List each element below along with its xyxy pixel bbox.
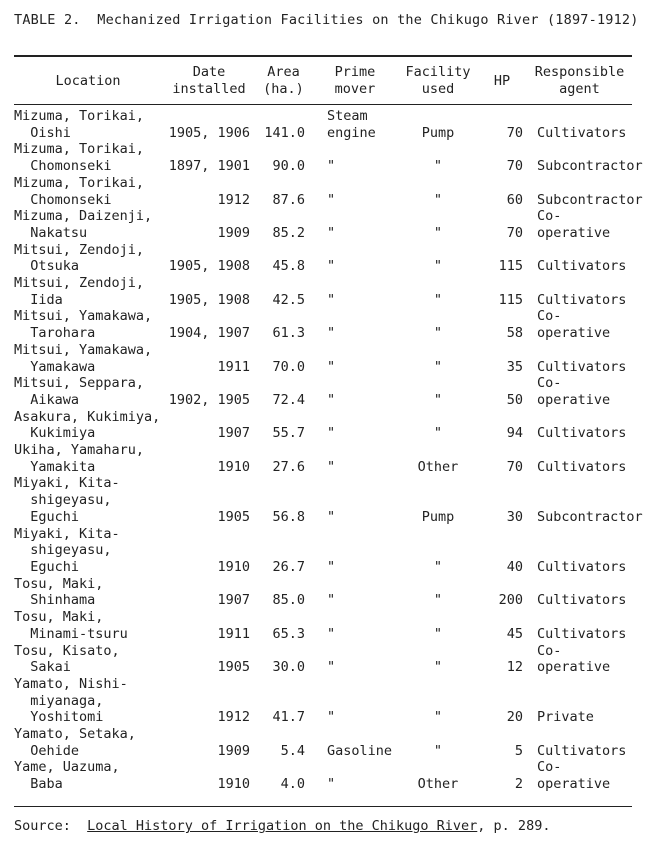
cell-prime-mover xyxy=(311,141,399,174)
cell-agent: Subcontractor xyxy=(537,508,643,525)
cell-facility: " xyxy=(433,191,443,208)
cell-hp: 58 xyxy=(506,325,523,342)
cell-hp: 40 xyxy=(506,558,523,575)
cell-hp: 12 xyxy=(506,659,523,676)
table-row xyxy=(14,242,632,275)
cell-date: 1907 xyxy=(217,425,250,442)
location-line: Aikawa xyxy=(14,391,80,408)
cell-date: 1909 xyxy=(217,742,250,759)
cell-area: 61.3 xyxy=(272,325,305,342)
cell-date: 1907 xyxy=(217,592,250,609)
cell-location xyxy=(14,375,162,408)
cell-facility: " xyxy=(433,425,443,442)
cell-date: 1905 xyxy=(217,659,250,676)
cell-area: 4.0 xyxy=(280,776,305,793)
cell-prime-mover xyxy=(311,102,399,141)
location-line: Otsuka xyxy=(14,258,80,275)
cell-agent: Cultivators xyxy=(537,558,627,575)
cell-prime-mover xyxy=(311,275,399,308)
cell-facility: " xyxy=(433,291,443,308)
location-line: Mitsui, Yamakawa, xyxy=(14,341,153,358)
cell-location xyxy=(14,609,162,642)
cell-location xyxy=(14,409,162,442)
table-row xyxy=(14,409,632,442)
cell-date: 1910 xyxy=(217,458,250,475)
location-line: Chomonseki xyxy=(14,191,112,208)
table-row xyxy=(14,576,632,609)
cell-area: 70.0 xyxy=(272,358,305,375)
cell-prime-mover xyxy=(311,576,399,609)
cell-prime-mover xyxy=(311,308,399,341)
location-line: Shinhama xyxy=(14,592,96,609)
table-row xyxy=(14,526,632,576)
table-row xyxy=(14,442,632,475)
cell-location xyxy=(14,208,162,241)
cell-agent: Cultivators xyxy=(537,358,627,375)
cell-location xyxy=(14,141,162,174)
location-line: Yamato, Setaka, xyxy=(14,726,136,743)
cell-facility: " xyxy=(433,625,443,642)
cell-prime-mover xyxy=(311,208,399,241)
cell-location xyxy=(14,676,162,726)
location-line: Mizuma, Torikai, xyxy=(14,141,145,158)
table-row xyxy=(14,208,632,241)
cell-area: 5.4 xyxy=(280,742,305,759)
prime-mover-line: " xyxy=(327,659,336,676)
table-row xyxy=(14,475,632,525)
top-rule xyxy=(14,55,632,57)
cell-agent: Co-operative xyxy=(537,375,611,408)
cell-area: 90.0 xyxy=(272,158,305,175)
location-line: Tarohara xyxy=(14,325,96,342)
cell-prime-mover xyxy=(311,676,399,726)
cell-hp: 94 xyxy=(506,425,523,442)
cell-agent: Private xyxy=(537,709,594,726)
cell-agent: Cultivators xyxy=(537,592,627,609)
cell-agent: Co-operative xyxy=(537,208,611,241)
prime-mover-line: Gasoline xyxy=(327,742,393,759)
cell-date: 1912 xyxy=(217,709,250,726)
cell-hp: 2 xyxy=(514,776,523,793)
cell-agent: Subcontractor xyxy=(537,191,643,208)
table-row xyxy=(14,609,632,642)
cell-area: 72.4 xyxy=(272,391,305,408)
cell-prime-mover xyxy=(311,609,399,642)
cell-agent: Co-operative xyxy=(537,759,611,793)
prime-mover-line: " xyxy=(327,224,336,241)
table-row xyxy=(14,175,632,208)
cell-agent: Cultivators xyxy=(537,742,627,759)
cell-prime-mover xyxy=(311,442,399,475)
cell-area: 56.8 xyxy=(272,508,305,525)
table-row xyxy=(14,759,632,792)
cell-facility: " xyxy=(433,358,443,375)
prime-mover-line: " xyxy=(327,425,336,442)
cell-date: 1905, 1908 xyxy=(168,258,250,275)
location-line: Mitsui, Zendoji, xyxy=(14,241,145,258)
cell-facility: " xyxy=(433,258,443,275)
cell-prime-mover xyxy=(311,759,399,792)
header-agent: Responsible agent xyxy=(534,64,625,97)
cell-location xyxy=(14,242,162,275)
prime-mover-line: " xyxy=(327,291,336,308)
location-line: Mitsui, Yamakawa, xyxy=(14,308,153,325)
cell-area: 141.0 xyxy=(264,124,305,141)
table-row xyxy=(14,676,632,726)
cell-facility: " xyxy=(433,325,443,342)
cell-hp: 70 xyxy=(506,458,523,475)
cell-prime-mover xyxy=(311,175,399,208)
cell-hp: 70 xyxy=(506,224,523,241)
cell-prime-mover xyxy=(311,526,399,576)
cell-hp: 35 xyxy=(506,358,523,375)
location-line: Yamato, Nishi- xyxy=(14,675,128,692)
cell-date: 1904, 1907 xyxy=(168,325,250,342)
location-line: Ukiha, Yamaharu, xyxy=(14,442,145,459)
cell-location xyxy=(14,643,162,676)
source-page: , p. 289. xyxy=(477,818,551,834)
prime-mover-line: " xyxy=(327,592,336,609)
location-line: Chomonseki xyxy=(14,158,112,175)
cell-hp: 70 xyxy=(506,124,523,141)
cell-prime-mover xyxy=(311,726,399,759)
table-body xyxy=(14,102,643,793)
location-line: Baba xyxy=(14,776,63,793)
table-row xyxy=(14,275,632,308)
cell-facility: " xyxy=(433,224,443,241)
cell-hp: 20 xyxy=(506,709,523,726)
prime-mover-line: " xyxy=(327,158,336,175)
header-area: Area (ha.) xyxy=(263,64,304,97)
cell-facility: Other xyxy=(417,458,459,475)
cell-area: 27.6 xyxy=(272,458,305,475)
cell-date: 1905, 1906 xyxy=(168,124,250,141)
cell-location xyxy=(14,102,162,141)
cell-agent: Co-operative xyxy=(537,308,611,342)
prime-mover-line: " xyxy=(327,709,336,726)
prime-mover-line: " xyxy=(327,458,336,475)
location-line: Tosu, Maki, xyxy=(14,609,104,626)
table-row xyxy=(14,643,632,676)
cell-location xyxy=(14,726,162,759)
cell-area: 41.7 xyxy=(272,709,305,726)
cell-agent: Cultivators xyxy=(537,625,627,642)
cell-agent: Cultivators xyxy=(537,425,627,442)
cell-facility: " xyxy=(433,709,443,726)
cell-location xyxy=(14,576,162,609)
header-location: Location xyxy=(55,72,121,89)
location-line: Miyaki, Kita- xyxy=(14,525,120,542)
cell-hp: 5 xyxy=(514,742,523,759)
cell-facility: " xyxy=(433,659,443,676)
cell-location xyxy=(14,759,162,792)
cell-prime-mover xyxy=(311,643,399,676)
cell-area: 26.7 xyxy=(272,558,305,575)
cell-prime-mover xyxy=(311,242,399,275)
cell-date: 1910 xyxy=(217,776,250,793)
header-hp: HP xyxy=(493,72,511,89)
cell-area: 45.8 xyxy=(272,258,305,275)
location-line: shigeyasu, xyxy=(14,492,112,509)
cell-area: 85.0 xyxy=(272,592,305,609)
cell-date: 1911 xyxy=(217,625,250,642)
location-line: Mizuma, Torikai, xyxy=(14,108,145,124)
cell-agent: Co-operative xyxy=(537,642,611,676)
bottom-rule xyxy=(14,806,632,807)
cell-prime-mover xyxy=(311,475,399,525)
prime-mover-line: " xyxy=(327,325,336,342)
cell-area: 87.6 xyxy=(272,191,305,208)
cell-date: 1909 xyxy=(217,224,250,241)
cell-hp: 50 xyxy=(506,391,523,408)
cell-facility: " xyxy=(433,158,443,175)
cell-location xyxy=(14,526,162,576)
cell-hp: 115 xyxy=(498,291,523,308)
location-line: Mizuma, Daizenji, xyxy=(14,208,153,225)
location-line: Asakura, Kukimiya, xyxy=(14,408,161,425)
prime-mover-line: " xyxy=(327,358,336,375)
cell-prime-mover xyxy=(311,342,399,375)
cell-agent: Cultivators xyxy=(537,291,627,308)
location-line: Oishi xyxy=(14,124,71,141)
prime-mover-line: " xyxy=(327,625,336,642)
cell-hp: 115 xyxy=(498,258,523,275)
location-line: Oehide xyxy=(14,742,80,759)
prime-mover-line: engine xyxy=(327,124,376,141)
location-line: Yamakita xyxy=(14,458,96,475)
cell-facility: " xyxy=(433,592,443,609)
cell-hp: 70 xyxy=(506,158,523,175)
location-line: Mitsui, Zendoji, xyxy=(14,275,145,292)
table-row xyxy=(14,726,632,759)
cell-date: 1902, 1905 xyxy=(168,391,250,408)
cell-agent: Cultivators xyxy=(537,458,627,475)
table-row xyxy=(14,342,632,375)
cell-facility: " xyxy=(433,742,443,759)
location-line: Miyaki, Kita- xyxy=(14,475,120,492)
location-line: Mizuma, Torikai, xyxy=(14,174,145,191)
location-line: Sakai xyxy=(14,659,71,676)
cell-location xyxy=(14,342,162,375)
location-line: Eguchi xyxy=(14,508,80,525)
cell-area: 55.7 xyxy=(272,425,305,442)
cell-date: 1912 xyxy=(217,191,250,208)
cell-date: 1897, 1901 xyxy=(168,158,250,175)
source-note xyxy=(14,818,550,834)
prime-mover-line: " xyxy=(327,391,336,408)
cell-location xyxy=(14,475,162,525)
cell-date: 1905, 1908 xyxy=(168,291,250,308)
prime-mover-line: Steam xyxy=(327,108,368,124)
location-line: Minami-tsuru xyxy=(14,625,128,642)
header-row xyxy=(14,60,632,102)
location-line: Iida xyxy=(14,291,63,308)
table-row xyxy=(14,141,632,174)
table-row xyxy=(14,102,632,141)
cell-hp: 30 xyxy=(506,508,523,525)
cell-date: 1911 xyxy=(217,358,250,375)
source-label: Source: xyxy=(14,818,88,834)
cell-area: 85.2 xyxy=(272,224,305,241)
header-prime-mover: Prime mover xyxy=(334,64,376,97)
cell-facility: Pump xyxy=(421,124,455,141)
cell-facility: " xyxy=(433,558,443,575)
cell-date: 1905 xyxy=(217,508,250,525)
cell-agent: Subcontractor xyxy=(537,158,643,175)
location-line: Yamakawa xyxy=(14,358,96,375)
cell-hp: 200 xyxy=(498,592,523,609)
location-line: Mitsui, Seppara, xyxy=(14,375,145,392)
cell-location xyxy=(14,442,162,475)
cell-hp: 45 xyxy=(506,625,523,642)
cell-prime-mover xyxy=(311,409,399,442)
cell-area: 42.5 xyxy=(272,291,305,308)
prime-mover-line: " xyxy=(327,191,336,208)
cell-hp: 60 xyxy=(506,191,523,208)
table-row xyxy=(14,375,632,408)
location-line: Eguchi xyxy=(14,558,80,575)
location-line: Kukimiya xyxy=(14,425,96,442)
location-line: Tosu, Kisato, xyxy=(14,642,120,659)
cell-facility: Other xyxy=(417,776,459,793)
cell-location xyxy=(14,308,162,341)
prime-mover-line: " xyxy=(327,258,336,275)
cell-agent: Cultivators xyxy=(537,258,627,275)
location-line: Tosu, Maki, xyxy=(14,575,104,592)
cell-agent: Cultivators xyxy=(537,124,627,141)
location-line: Nakatsu xyxy=(14,224,88,241)
cell-prime-mover xyxy=(311,375,399,408)
location-line: Yame, Uazuma, xyxy=(14,759,120,776)
prime-mover-line: " xyxy=(327,776,336,793)
location-line: shigeyasu, xyxy=(14,542,112,559)
source-reference: Local History of Irrigation on the Chikugo River xyxy=(87,818,478,834)
cell-location xyxy=(14,175,162,208)
table-title: TABLE 2. Mechanized Irrigation Facilities on the Chikugo River (1897-1912) xyxy=(14,12,639,28)
table-row xyxy=(14,308,632,341)
cell-area: 65.3 xyxy=(272,625,305,642)
location-line: Yoshitomi xyxy=(14,709,104,726)
header-date: Date installed xyxy=(172,64,246,97)
cell-area: 30.0 xyxy=(272,659,305,676)
header-facility: Facility used xyxy=(405,64,471,97)
cell-facility: " xyxy=(433,391,443,408)
location-line: miyanaga, xyxy=(14,692,104,709)
prime-mover-line: " xyxy=(327,558,336,575)
cell-location xyxy=(14,275,162,308)
cell-date: 1910 xyxy=(217,558,250,575)
cell-facility: Pump xyxy=(421,508,455,525)
prime-mover-line: " xyxy=(327,508,336,525)
irrigation-table xyxy=(14,60,643,793)
